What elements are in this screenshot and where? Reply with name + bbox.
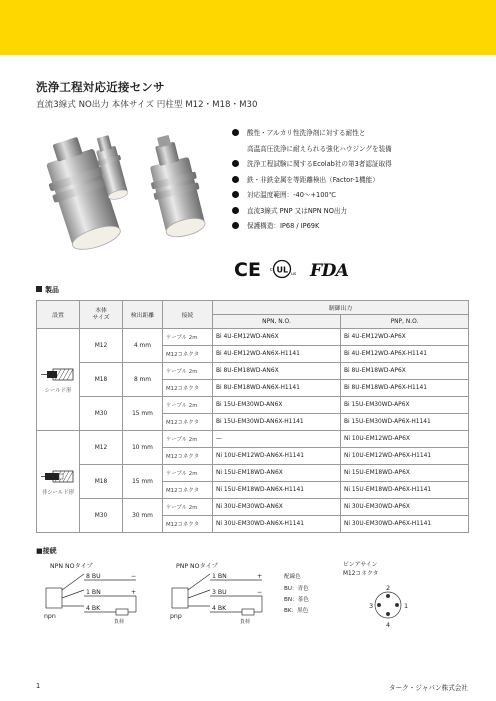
product-photo	[30, 132, 220, 252]
table-row	[37, 397, 469, 414]
svg-text:負荷: 負荷	[114, 619, 125, 625]
svg-text:1 BN: 1 BN	[86, 589, 101, 596]
connection-cell: ケーブル 2m	[163, 363, 213, 380]
pnp-part-cell: Ni 30U-EM30WD-AP6X	[341, 499, 469, 516]
connection-cell: M12コネクタ	[163, 516, 213, 533]
npn-part-cell: Bi 15U-EM30WD-AN6X	[213, 397, 341, 414]
m12-connector-icon	[375, 592, 401, 618]
install-cell: シールド形	[37, 329, 80, 431]
distance-cell: 8 mm	[123, 363, 163, 397]
col-connection: 接続	[163, 301, 213, 329]
npn-part-cell: Ni 15U-EM18WD-AN6X	[213, 465, 341, 482]
size-cell: M18	[80, 363, 123, 397]
svg-text:BK：黒色: BK：黒色	[284, 608, 309, 614]
distance-cell: 10 mm	[123, 431, 163, 465]
table-row	[37, 465, 469, 482]
bullet-icon	[232, 129, 239, 136]
table-row	[37, 499, 469, 516]
pnp-part-cell: Bi 15U-EM30WD-AP6X-H1141	[341, 414, 469, 431]
distance-cell: 30 mm	[123, 499, 163, 533]
feature-list	[232, 128, 392, 237]
wiring-diagrams	[36, 560, 466, 650]
col-control-output: 制御出力	[213, 301, 469, 315]
size-cell: M30	[80, 499, 123, 533]
npn-part-cell: Bi 8U-EM18WD-AN6X-H1141	[213, 380, 341, 397]
col-npn: NPN, N.O.	[213, 315, 341, 329]
svg-text:3 BU: 3 BU	[212, 589, 227, 596]
connection-cell: ケーブル 2m	[163, 397, 213, 414]
pnp-part-cell: Bi 8U-EM18WD-AP6X-H1141	[341, 380, 469, 397]
page-number: 1	[36, 682, 41, 690]
svg-text:−: −	[257, 589, 263, 596]
connection-cell: ケーブル 2m	[163, 431, 213, 448]
feature-item: 直流3線式 PNP 又はNPN NO出力	[232, 206, 392, 222]
wire-colors-title: 配線色	[284, 574, 301, 580]
svg-text:+: +	[257, 573, 263, 580]
col-distance: 検出距離	[123, 301, 163, 329]
company-name: ターク・ジャパン株式会社	[389, 684, 468, 692]
feature-item: 酸性・アルカリ性洗浄剤に対する耐性と	[232, 128, 392, 144]
svg-text:c: c	[270, 267, 273, 273]
npn-part-cell: Bi 4U-EM12WD-AN6X-H1141	[213, 346, 341, 363]
connection-cell: ケーブル 2m	[163, 465, 213, 482]
distance-cell: 4 mm	[123, 329, 163, 363]
feature-item: 洗浄工程試験に関するEcolab社の第3者認証取得	[232, 159, 392, 175]
page-title: 洗浄工程対応近接センサ	[36, 80, 165, 94]
svg-text:8 BU: 8 BU	[86, 573, 101, 580]
pin-assign-title: ピンアサイン	[343, 562, 378, 568]
svg-text:M12コネクタ: M12コネクタ	[343, 571, 379, 577]
connection-cell: ケーブル 2m	[163, 499, 213, 516]
npn-part-cell: Bi 15U-EM30WD-AN6X-H1141	[213, 414, 341, 431]
table-row	[37, 431, 469, 448]
shielded-sensor-icon	[41, 365, 75, 383]
svg-text:4 BK: 4 BK	[212, 605, 227, 612]
svg-text:4 BK: 4 BK	[86, 605, 101, 612]
pnp-part-cell: Ni 10U-EM12WD-AP6X	[341, 431, 469, 448]
bullet-icon	[232, 222, 239, 229]
feature-item: 高温高圧洗浄に耐えられる強化ハウジングを装備	[247, 144, 392, 153]
square-bullet-icon	[36, 286, 42, 292]
svg-text:pnp: pnp	[170, 613, 182, 620]
svg-text:BN：茶色: BN：茶色	[284, 597, 309, 603]
npn-part-cell: —	[213, 431, 341, 448]
pnp-part-cell: Bi 4U-EM12WD-AP6X-H1141	[341, 346, 469, 363]
feature-item: 保護構造：IP68 / IP69K	[232, 221, 392, 237]
products-section-heading: 製品	[36, 285, 59, 295]
npn-part-cell: Bi 4U-EM12WD-AN6X	[213, 329, 341, 346]
connection-cell: M12コネクタ	[163, 346, 213, 363]
size-cell: M12	[80, 329, 123, 363]
size-cell: M12	[80, 431, 123, 465]
svg-text:+: +	[131, 589, 137, 596]
svg-text:4: 4	[386, 621, 391, 629]
pnp-part-cell: Bi 8U-EM18WD-AP6X	[341, 363, 469, 380]
cul-us-logo	[270, 261, 297, 278]
pnp-title: PNP NOタイプ	[176, 563, 218, 570]
npn-part-cell: Bi 8U-EM18WD-AN6X	[213, 363, 341, 380]
npn-part-cell: Ni 15U-EM18WD-AN6X-H1141	[213, 482, 341, 499]
size-cell: M18	[80, 465, 123, 499]
feature-item: 鉄・非鉄金属を等距離検出（Factor-1機能）	[232, 175, 392, 191]
pnp-part-cell: Ni 10U-EM12WD-AP6X-H1141	[341, 448, 469, 465]
connection-cell: M12コネクタ	[163, 380, 213, 397]
svg-text:npn: npn	[44, 613, 56, 620]
connection-cell: M12コネクタ	[163, 482, 213, 499]
table-row	[37, 329, 469, 346]
npn-part-cell: Ni 30U-EM30WD-AN6X-H1141	[213, 516, 341, 533]
feature-item: 対応温度範囲：-40〜+100℃	[232, 190, 392, 206]
wiring-section-heading: ■接続	[36, 547, 57, 555]
bullet-icon	[232, 191, 239, 198]
pnp-part-cell: Ni 30U-EM30WD-AP6X-H1141	[341, 516, 469, 533]
svg-text:UL: UL	[276, 265, 289, 275]
pnp-part-cell: Bi 15U-EM30WD-AP6X	[341, 397, 469, 414]
npn-part-cell: Ni 30U-EM30WD-AN6X	[213, 499, 341, 516]
size-cell: M30	[80, 397, 123, 431]
distance-cell: 15 mm	[123, 397, 163, 431]
pnp-part-cell: Ni 15U-EM18WD-AP6X-H1141	[341, 482, 469, 499]
non-shielded-sensor-icon	[41, 467, 75, 485]
col-install: 設置	[37, 301, 80, 329]
svg-text:1: 1	[404, 602, 409, 610]
pnp-part-cell: Bi 4U-EM12WD-AP6X	[341, 329, 469, 346]
bullet-icon	[232, 176, 239, 183]
col-body-size: 本体 サイズ	[80, 301, 123, 329]
col-pnp: PNP, N.O.	[341, 315, 469, 329]
connection-cell: M12コネクタ	[163, 414, 213, 431]
svg-text:us: us	[291, 272, 297, 277]
product-table	[36, 300, 469, 533]
npn-title: NPN NOタイプ	[50, 563, 93, 570]
install-cell: 非シールド形	[37, 431, 80, 533]
svg-text:1 BN: 1 BN	[212, 573, 227, 580]
fda-logo: FDA	[310, 261, 349, 280]
header-band	[0, 0, 496, 55]
connection-cell: M12コネクタ	[163, 448, 213, 465]
bullet-icon	[232, 160, 239, 167]
certification-logos	[232, 258, 372, 280]
ce-logo: CE	[234, 259, 261, 280]
bullet-icon	[232, 207, 239, 214]
page-subtitle: 直流3線式 NO出力 本体サイズ 円柱型 M12・M18・M30	[36, 100, 258, 110]
npn-part-cell: Ni 10U-EM12WD-AN6X-H1141	[213, 448, 341, 465]
svg-text:2: 2	[386, 584, 391, 592]
svg-text:−: −	[131, 573, 137, 580]
connection-cell: ケーブル 2m	[163, 329, 213, 346]
svg-text:負荷: 負荷	[240, 619, 251, 625]
distance-cell: 15 mm	[123, 465, 163, 499]
table-row	[37, 363, 469, 380]
svg-text:BU：青色: BU：青色	[284, 586, 309, 592]
svg-text:3: 3	[369, 602, 374, 610]
pnp-part-cell: Ni 15U-EM18WD-AP6X	[341, 465, 469, 482]
